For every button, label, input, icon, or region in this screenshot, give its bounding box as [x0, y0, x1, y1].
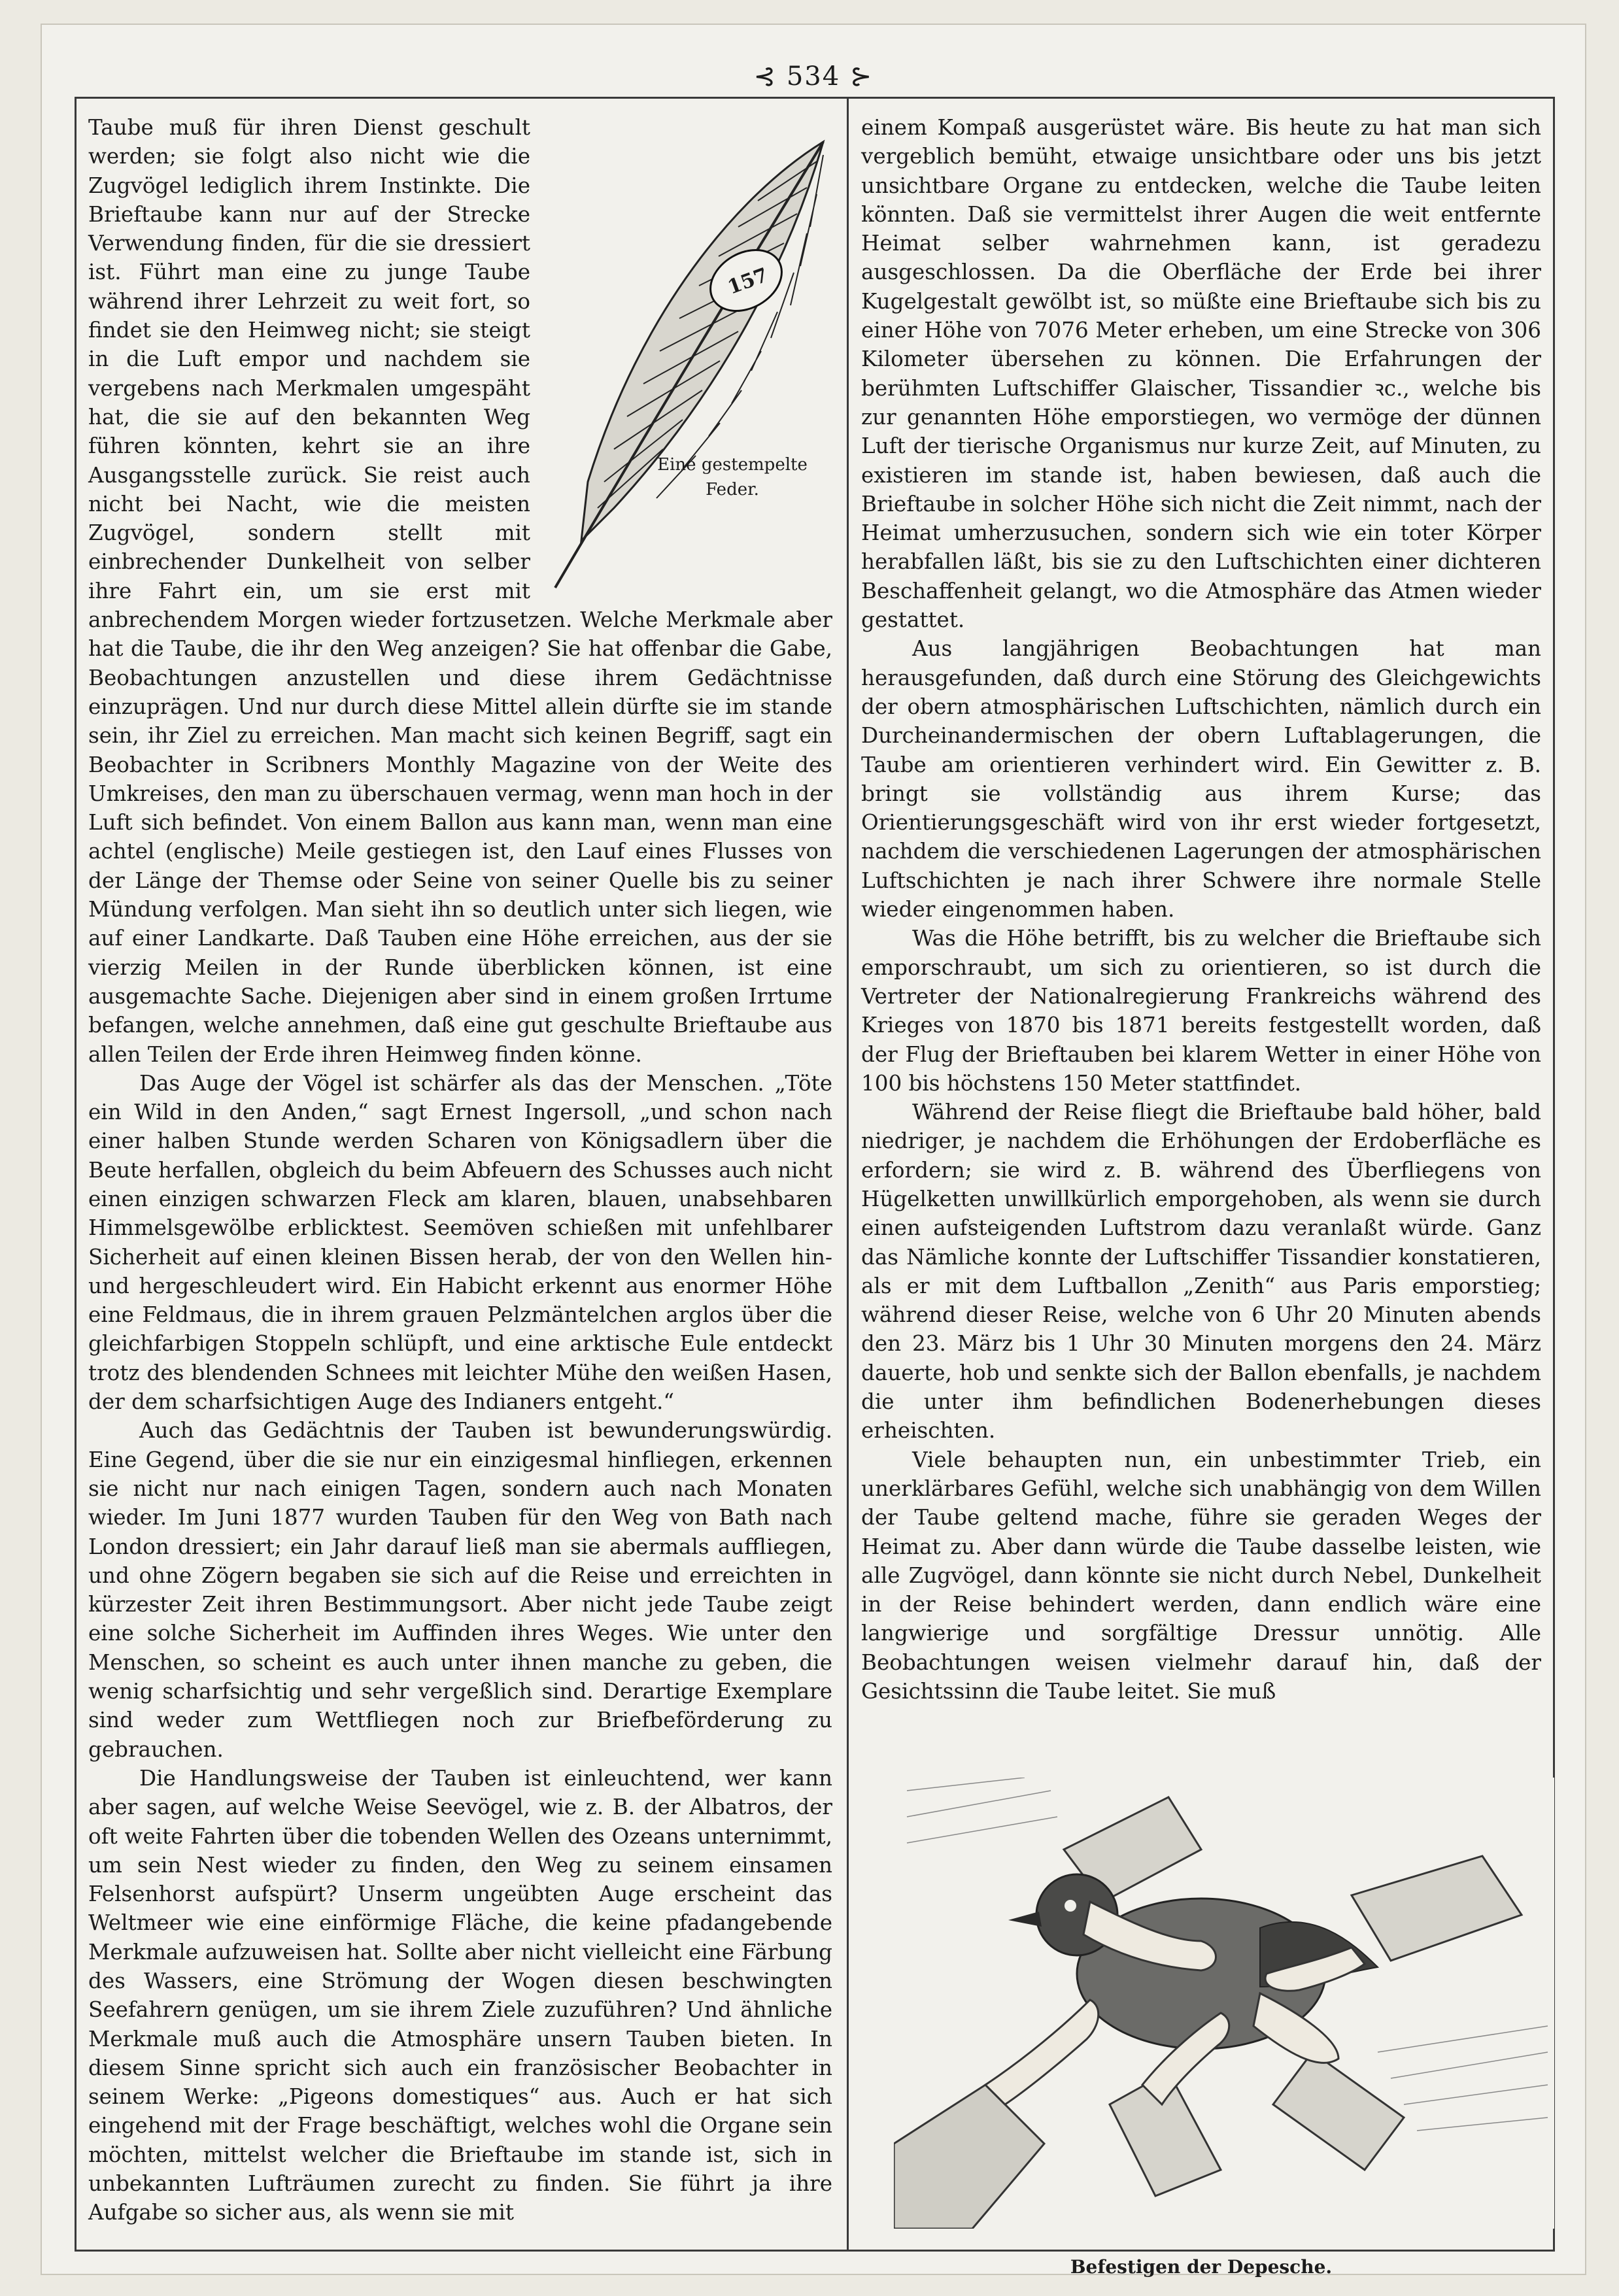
- page-number: [42, 61, 1585, 92]
- left-column: [88, 113, 832, 2227]
- ornament-right-icon: ⊱: [849, 61, 874, 92]
- paragraph: Das Auge der Vögel ist schärfer als das der Menschen. „Töte ein Wild in den Anden,“ sagt Ernest Ingersoll, „und schon nach einer halben Stunde werden Scharen von Königsadlern über die Beute herfallen, obgleich du beim Abfeuern des Schusses auch nicht einen einzigen schwarzen Fleck am klaren, blauen, unabsehbaren Himmelsgewölbe erblicktest. Seemöven schießen mit unfehlbarer Sicherheit auf einen kleinen Bissen herab, der von den Wellen hin- und hergeschleudert wird. Ein Habicht erkennt aus enormer Höhe eine Feldmaus, die in ihrem grauen Pelzmäntelchen arglos über die gleichfarbigen Stoppeln schlüpft, und eine arktische Eule entdeckt trotz des blendenden Schnees mit leichter Mühe den weißen Hasen, der dem scharfsichtigen Auge des Indianers entgeht.“: [88, 1070, 832, 1415]
- illustration-caption: Befestigen der Depesche.: [1070, 2256, 1333, 2278]
- illustration-area: [861, 99, 1541, 2278]
- feather-drawing: [542, 116, 836, 594]
- paragraph: Während der Reise fliegt die Brieftaube bald höher, bald niedriger, je nachdem die Erhöhungen der Erdoberfläche es erfordern; sie wird z. B. während des Überfliegens von Hügelketten unwillkürlich emporgehoben, als wenn sie durch einen aufsteigenden Luftstrom dazu veranlaßt würde. Ganz das Nämliche konnte der Luftschiffer Tissandier konstatieren, als er mit dem Luftballon „Zenith“ aus Paris emporstieg; während dieser Reise, welche von 6 Uhr 20 Minuten abends den 23. März bis 1 Uhr 30 Minuten morgens den 24. März dauerte, hob und senkte sich der Ballon ebenfalls, je nachdem die unter ihm befindlichen Bodenerhebungen dieses erheischten.: [861, 1100, 1541, 1443]
- feather-stamp-number: 157: [724, 263, 772, 299]
- page: [41, 24, 1586, 2278]
- pigeon-drawing: [894, 1778, 1554, 2229]
- feather-caption-line-1: Eine gestempelte: [657, 455, 808, 475]
- paragraph: Aus langjährigen Beobachtungen hat man herausgefunden, daß durch eine Störung des Gleichgewichts der obern atmosphärischen Luftschichten, nämlich durch ein Durcheinandermischen der obern Luftablagerungen, die Taube am orientieren verhindert wird. Ein Gewitter z. B. bringt sie vollständig aus ihrem Kurse; das Orientierungsgeschäft wird von ihr erst wieder fortgesetzt, nachdem die verschiedenen Lagerungen der atmosphärischen Luftschichten je nach ihrer Schwere ihre normale Stelle wieder eingenommen haben.: [861, 636, 1541, 922]
- feather-caption-line-2: Feder.: [706, 480, 759, 499]
- feather-illustration: [542, 116, 836, 594]
- paragraph: Auch das Gedächtnis der Tauben ist bewunderungswürdig. Eine Gegend, über die sie nur ein einzigesmal hinfliegen, erkennen sie nicht nur nach einigen Tagen, sondern auch nach Monaten wieder. Im Juni 1877 wurden Tauben für den Weg von Bath nach London dressiert; ein Jahr darauf ließ man sie abermals auffliegen, und ohne Zögern begaben sie sich auf die Reise und erreichten in kürzester Zeit ihren Bestimmungsort. Aber nicht jede Taube zeigt eine solche Sicherheit im Auffinden ihres Weges. Wie unter den Menschen, so scheint es auch unter ihnen manche zu geben, die wenig scharfsichtig und sehr vergeßlich sind. Derartige Exemplare sind weder zum Wettfliegen noch zur Briefbeförderung zu gebrauchen.: [88, 1418, 832, 1762]
- paragraph: einem Kompaß ausgerüstet wäre. Bis heute zu hat man sich vergeblich bemüht, etwaige unsichtbare oder uns bis jetzt unsichtbare Organe zu entdecken, welche die Taube leiten könnten. Daß sie vermittelst ihrer Augen die weit entfernte Heimat selber wahrnehmen kann, ist geradezu ausgeschlossen. Da die Oberfläche der Erde bei ihrer Kugelgestalt gewölbt ist, so müßte eine Brieftaube sich bis zu einer Höhe von 7076 Meter erheben, um eine Strecke von 306 Kilometer übersehen zu können. Die Erfahrungen der berühmten Luftschiffer Glaischer, Tissandier ꝛc., welche bis zur genannten Höhe emporstiegen, wo vermöge der dünnen Luft der tierische Organismus nur kurze Zeit, auf Minuten, zu existieren im stande ist, haben bewiesen, daß auch die Brieftaube in solcher Höhe sich nicht die Zeit nimmt, nach der Heimat umherzusuchen, sondern sich wie ein toter Körper herabfallen läßt, bis sie zu den Luftschichten einer dichteren Beschaffenheit gelangt, wo die Atmosphäre das Atmen wieder gestattet.: [861, 115, 1541, 633]
- feather-caption: [644, 452, 821, 502]
- paragraph: Taube muß für ihren Dienst geschult werden; sie folgt also nicht wie die Zugvögel lediglich ihrem Instinkte. Die Brieftaube kann nur auf der Strecke Verwendung finden, für die sie dressiert ist. Führt man eine zu junge Taube während ihrer Lehrzeit zu weit fort, so findet sie den Heimweg nicht; sie steigt in die Luft empor und nachdem sie vergebens nach Merkmalen umgespäht hat, die sie auf den bekannten Weg führen könnten, kehrt sie an ihre Ausgangsstelle zurück. Sie reist auch nicht bei Nacht, wie die meisten Zugvögel, sondern stellt mit einbrechender Dunkelheit von selber ihre Fahrt ein, um sie erst mit anbrechendem Morgen wieder fortzusetzen. Welche Merkmale aber hat die Taube, die ihr den Weg anzeigen? Sie hat offenbar die Gabe, Beobachtungen anzustellen und diese ihrem Gedächtnisse einzuprägen. Und nur durch diese Mittel allein dürfte sie im stande sein, ihr Ziel zu erreichen. Man macht sich keinen Begriff, sagt ein Beobachter in Scribners Monthly Magazine von der Weite des Umkreises, den man zu überschauen vermag, wenn man hoch in der Luft sich befindet. Von einem Ballon aus kann man, wenn man eine achtel (englische) Meile gestiegen ist, den Lauf eines Flusses von der Länge der Themse oder Seine von seiner Quelle bis zu seiner Mündung verfolgen. Man sieht ihn so deutlich unter sich liegen, wie auf einer Landkarte. Daß Tauben eine Höhe erreichen, aus der sie vierzig Meilen in der Runde überblicken können, ist eine ausgemachte Sache. Diejenigen aber sind in einem großen Irrtume befangen, welche annehmen, daß eine gut geschulte Brieftaube aus allen Teilen der Erde ihren Heimweg finden könne.: [88, 115, 832, 1067]
- ornament-left-icon: ⊰: [753, 61, 777, 92]
- paragraph: Die Handlungsweise der Tauben ist einleuchtend, wer kann aber sagen, auf welche Weise Seevögel, wie z. B. der Albatros, der oft weite Fahrten über die tobenden Wellen des Ozeans unternimmt, um sein Nest wieder zu finden, den Weg zu seinem einsamen Felsenhorst aufspürt? Unserm ungeübten Auge erscheint das Weltmeer wie eine einförmige Fläche, die keine pfadangebende Merkmale aufzuweisen hat. Sollte aber nicht vielleicht eine Färbung des Wassers, eine Strömung der Wogen diesen beschwingten Seefahrern genügen, um sie ihrem Ziele zuzuführen? Und ähnliche Merkmale muß auch die Atmosphäre unsern Tauben bieten. In diesem Sinne spricht sich auch ein französischer Beobachter in seinem Werke: „Pigeons domestiques“ aus. Auch er hat sich eingehend mit der Frage beschäftigt, welches wohl die Organe sein möchten, mittelst welcher die Brieftaube im stande ist, sich in unbekannten Lufträumen zurecht zu finden. Sie führt ja ihre Aufgabe so sicher aus, als wenn sie mit: [88, 1765, 832, 2225]
- paragraph: Viele behaupten nun, ein unbestimmter Trieb, ein unerklärbares Gefühl, welche sich unabhängig von dem Willen der Taube geltend mache, führe sie geraden Weges der Heimat zu. Aber dann würde die Taube dasselbe leisten, wie alle Zugvögel, dann könnte sie nicht durch Nebel, Dunkelheit in der Reise behindert werden, dann endlich wäre eine langwierige und sorgfältige Dressur unnötig. Alle Beobachtungen weisen vielmehr darauf hin, daß der Gesichtssinn die Taube leitet. Sie muß: [861, 1447, 1541, 1704]
- column-divider: [847, 99, 849, 2250]
- page-number-value: 534: [786, 61, 841, 92]
- text-frame: [75, 97, 1555, 2278]
- paragraph: Was die Höhe betrifft, bis zu welcher die Brieftaube sich emporschraubt, um sich zu orientieren, so ist durch die Vertreter der Nationalregierung Frankreichs während des Krieges von 1870 bis 1871 bereits festgestellt worden, daß der Flug der Brieftauben bei klarem Wetter in einer Höhe von 100 bis höchstens 150 Meter stattfindet.: [861, 926, 1541, 1096]
- pigeon-hands-illustration: [894, 1778, 1554, 2229]
